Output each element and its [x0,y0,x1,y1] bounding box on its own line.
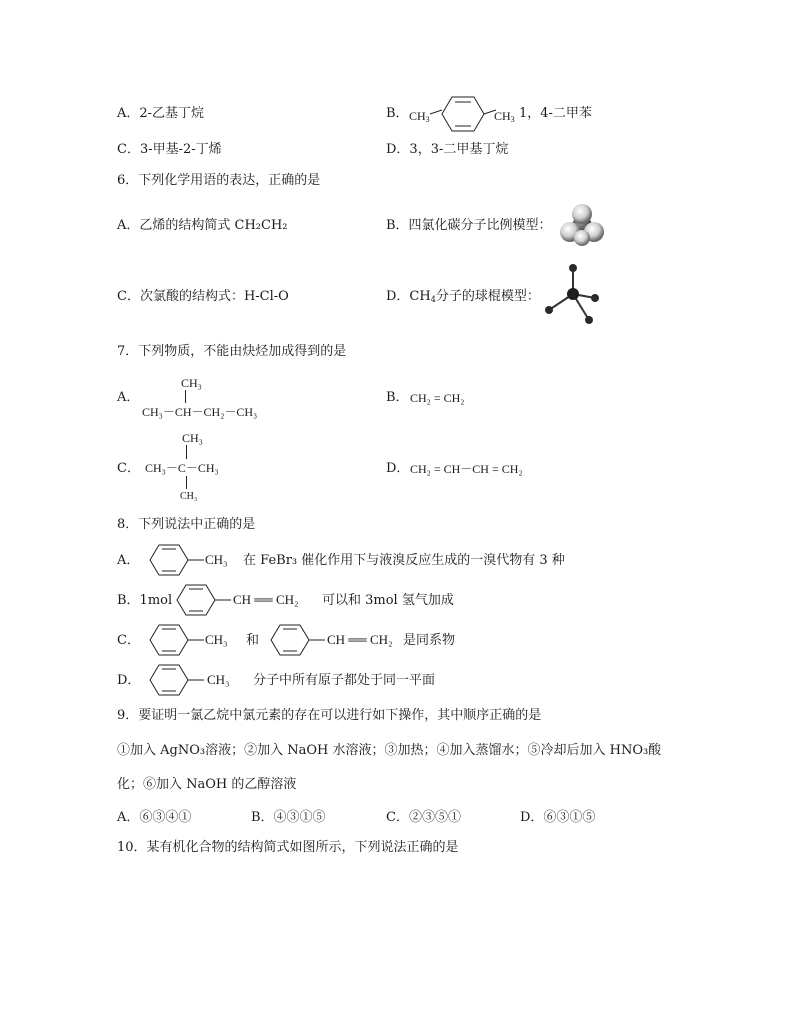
q7-stem: 7．下列物质，不能由炔烃加成得到的是 [117,344,347,359]
q6-option-b: B．四氯化碳分子比例模型： [386,218,552,233]
q8-option-d-label: D． [117,673,141,688]
q8-option-c-text: 是同系物 [403,633,456,648]
benzene-ring-q5b [428,94,498,134]
q9-stem: 9．要证明一氯乙烷中氯元素的存在可以进行如下操作，其中顺序正确的是 [117,708,542,723]
q7-a-methyl: CH₃ [181,376,202,390]
q5-option-a: A．2-乙基丁烷 [117,106,205,121]
q6-option-a: A．乙烯的结构简式 CH₂CH₂ [117,218,288,233]
q8-d-substituent: CH₃ [207,672,230,687]
q7-d-formula: CH₂ = CH－CH = CH₂ [410,462,523,476]
q8-c-substituent-1: CH₃ [205,632,228,647]
q9-option-a: A．⑥③④① [117,810,192,825]
q8-option-a-label: A． [117,553,140,568]
q7-a-bond [185,390,186,403]
q8-option-a-text: 在 FeBr₃ 催化作用下与液溴反应生成的一溴代物有 3 种 [243,553,565,568]
q8-b-substituent: CH ══ CH₂ [233,592,299,607]
q6-stem: 6．下列化学用语的表达，正确的是 [117,173,321,188]
q9-option-b: B．④③①⑤ [251,810,326,825]
q6-option-d: D．$CH_4$分子的球棍模型： [386,289,540,304]
q7-c-formula: CH₃－C－CH₃ [145,461,219,475]
q7-c-bond-top [186,445,187,459]
q7-option-d-label: D． [386,461,410,476]
q5-option-c: C．3-甲基-2-丁烯 [117,142,222,157]
q9-option-c: C．②③⑤① [386,810,461,825]
q5-option-b-name: 1，4-二甲苯 [519,106,592,121]
q7-c-methyl-top: CH₃ [182,431,203,445]
q7-option-c-label: C． [117,461,140,476]
q7-b-formula: CH₂ = CH₂ [410,391,465,405]
q6-option-c: C．次氯酸的结构式：H-Cl-O [117,289,289,304]
q8-stem: 8．下列说法中正确的是 [117,517,256,532]
q5-b-ch3-right: $CH_3$ [494,109,515,124]
q8-option-b-label: B．1mol [117,593,173,608]
q8-option-b-text: 可以和 3mol 氢气加成 [322,593,454,608]
q8-c-substituent-2: CH ══ CH₂ [327,632,393,647]
ball-and-stick-model-image [541,262,601,328]
q8-a-substituent: CH₃ [205,552,228,567]
benzene-ring-q8d [148,663,208,697]
space-filling-model-image [558,204,606,248]
q9-steps-line-2: 化；⑥加入 NaOH 的乙醇溶液 [117,777,297,792]
q5-b-ch3-left: $CH_3$ [409,109,430,124]
benzene-ring-q8b [175,583,235,617]
q5-option-d: D．3，3-二甲基丁烷 [386,142,509,157]
q7-option-a-label: A． [117,390,140,405]
q7-c-bond-bottom [186,476,187,489]
q8-option-c-and: 和 [246,633,260,648]
q9-option-d: D．⑥③①⑤ [520,810,596,825]
q8-option-d-text: 分子中所有原子都处于同一平面 [253,673,436,688]
q7-option-b-label: B． [386,390,409,405]
q8-option-c-label: C． [117,633,140,648]
benzene-ring-q8c1 [148,623,208,657]
benzene-ring-q8a [148,543,208,577]
benzene-ring-q8c2 [269,623,329,657]
q7-a-formula: CH₃－CH－CH₂－CH₃ [142,405,258,419]
q5-option-b-label: B． [386,106,409,121]
q9-steps-line-1: ①加入 AgNO₃溶液；②加入 NaOH 水溶液；③加热；④加入蒸馏水；⑤冷却后加入 HNO₃酸 [117,743,662,758]
q10-stem: 10．某有机化合物的结构简式如图所示，下列说法正确的是 [117,840,459,855]
q7-c-methyl-bottom: CH₃ [180,491,198,502]
